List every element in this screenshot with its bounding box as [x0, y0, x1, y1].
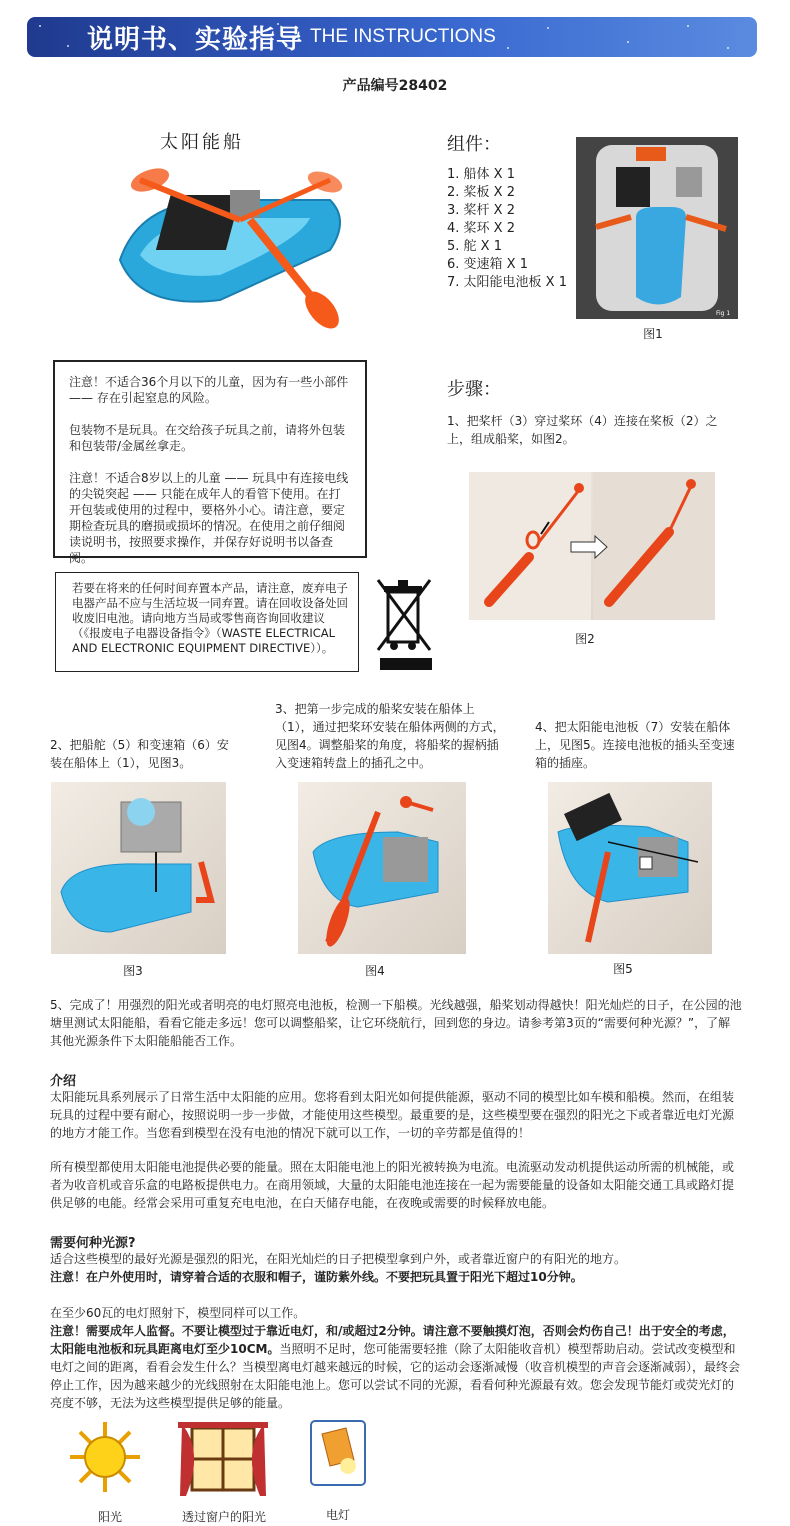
figure-2-label: 图2	[575, 632, 595, 646]
header-title-cn: 说明书、实验指导	[87, 25, 304, 55]
intro-paragraph-2: 所有模型都使用太阳能电池提供必要的能量。照在太阳能电池上的阳光被转换为电流。电流驱动发动机提供运动所需的机械能，或者为收音机或音乐盒的电路板提供电力。在商用领域，大量的太阳能电池连接在一起为需要能量的设备如太阳能交通工具或路灯提供足够的电能。经常会采用可重复充电电池，在白天储存电能，在夜晚或需要的时候释放电能。	[50, 1160, 735, 1210]
boat-illustration	[100, 160, 360, 340]
component-item: 6. 变速箱 X 1	[447, 257, 528, 272]
step-5-text: 5、完成了！用强烈的阳光或者明亮的电灯照亮电池板，检测一下船模。光线越强，船桨划动得越快！阳光灿烂的日子，在公园的池塘里测试太阳能船，看看它能走多远！您可以调整船桨，让它环绕航行，回到您的身边。请参考第3页的“需要何种光源？”，了解其他光源条件下太阳能船能否工作。	[50, 998, 742, 1048]
warning-text: 注意！不适合36个月以下的儿童，因为有一些小部件 —— 存在引起窒息的风险。	[69, 375, 349, 405]
warning-box	[53, 360, 367, 565]
warning-text: 注意！不适合8岁以上的儿童 —— 玩具中有连接电线的尖锐突起 —— 只能在成年人的看管下使用。在打开包装或使用的过程中，要格外小心。请注意，要定期检查玩具的磨损或损坏的情况。在使用之前仔细阅读说明书，按照要求操作，并保存好说明书以备查阅。	[69, 471, 349, 565]
warning-text: 包装物不是玩具。在交给孩子玩具之前，请将外包装和包装带/金属丝拿走。	[69, 423, 346, 453]
component-item: 4. 桨环 X 2	[447, 221, 515, 236]
product-number: 产品编号28402	[342, 78, 448, 94]
lamp-label: 电灯	[325, 1508, 350, 1522]
lamp-icon	[310, 1420, 366, 1486]
header-title-en: THE INSTRUCTIONS	[310, 26, 496, 47]
light-heading: 需要何种光源?	[50, 1236, 136, 1251]
step-1-text: 1、把桨杆（3）穿过桨环（4）连接在桨板（2）之上，组成船桨，如图2。	[447, 414, 718, 446]
component-item: 7. 太阳能电池板 X 1	[447, 275, 567, 290]
figure-5-photo	[548, 782, 712, 954]
figure-2-photo	[469, 472, 715, 620]
figure-3-photo	[51, 782, 226, 954]
light-warning-2: 注意！需要成年人监督。不要让模型过于靠近电灯，和/或超过2分钟。请注意不要触摸灯泡，否则会灼伤自己！出于安全的考虑，太阳能电池板和玩具距离电灯至少10CM。	[50, 1324, 735, 1356]
step-2-text: 2、把船舵（5）和变速箱（6）安装在船体上（1），见图3。	[50, 738, 229, 770]
step-4-text: 4、把太阳能电池板（7）安装在船体上，见图5。连接电池板的插头至变速箱的插座。	[535, 720, 735, 770]
components-list	[447, 166, 567, 292]
components-heading: 组件：	[447, 134, 501, 155]
step-3-text: 3、把第一步完成的船桨安装在船体上（1），通过把桨环安装在船体两侧的方式，见图4。调整船桨的角度，将船桨的握柄插入变速箱转盘上的插孔之中。	[275, 702, 505, 770]
light-paragraph	[50, 1322, 742, 1412]
figure-1-parts	[576, 137, 738, 319]
figure-5-label: 图5	[613, 962, 633, 976]
component-item: 5. 舵 X 1	[447, 239, 502, 254]
steps-heading: 步骤：	[447, 379, 501, 400]
light-line-1: 适合这些模型的最好光源是强烈的阳光，在阳光灿烂的日子把模型拿到户外，或者靠近窗户的有阳光的地方。	[50, 1252, 627, 1266]
disposal-box	[55, 572, 359, 672]
component-item: 2. 桨板 X 2	[447, 185, 515, 200]
light-detail: 当照明不足时，您可能需要轻推（除了太阳能收音机）模型帮助启动。尝试改变模型和电灯之间的距离，看看会发生什么？当模型离电灯越来越远的时候，它的运动会逐渐减慢（收音机模型的声音会逐渐减弱），最终会停止工作，因为越来越少的光线照射在太阳能电池上。您可以尝试不同的光源，看看何种光源最有效。您会发现节能灯或荧光灯的亮度不够，无法为这些模型提供足够的能量。	[50, 1342, 741, 1410]
intro-paragraph-1: 太阳能玩具系列展示了日常生活中太阳能的应用。您将看到太阳光如何提供能源，驱动不同的模型比如车模和船模。然而，在组装玩具的过程中要有耐心，按照说明一步一步做，才能使用这些模型。最重要的是，这些模型要在强烈的阳光之下或者靠近电灯光源的地方才能工作。当您看到模型在没有电池的情况下就可以工作，一切的辛劳都是值得的！	[50, 1090, 735, 1140]
component-item: 1. 船体 X 1	[447, 167, 515, 182]
figure-1-tag: Fig 1	[716, 310, 731, 317]
figure-3-label: 图3	[123, 964, 143, 978]
disposal-text: 若要在将来的任何时间弃置本产品，请注意，废弃电子电器产品不应与生活垃圾一同弃置。请在回收设备处回收废旧电池。请向地方当局或零售商咨询回收建议（《报废电子电器设备指令》（WASTE ELECTRICAL AND ELECTRONIC EQUIPMENT DIRECTIVE））。	[72, 581, 348, 655]
window-label: 透过窗户的阳光	[181, 1510, 266, 1524]
figure-4-photo	[298, 782, 466, 954]
figure-1-label: 图1	[643, 327, 663, 341]
window-icon	[178, 1422, 268, 1498]
light-line-3: 在至少60瓦的电灯照射下，模型同样可以工作。	[50, 1306, 306, 1320]
intro-heading: 介绍	[50, 1074, 77, 1089]
product-name: 太阳能船	[160, 132, 244, 153]
sun-label: 阳光	[97, 1510, 122, 1524]
weee-bin-icon	[372, 574, 436, 672]
component-item: 3. 桨杆 X 2	[447, 203, 515, 218]
light-warning-1: 注意！在户外使用时，请穿着合适的衣服和帽子，谨防紫外线。不要把玩具置于阳光下超过10分钟。	[50, 1270, 583, 1284]
figure-4-label: 图4	[365, 964, 385, 978]
header-banner	[27, 17, 757, 57]
sun-icon	[68, 1420, 142, 1494]
